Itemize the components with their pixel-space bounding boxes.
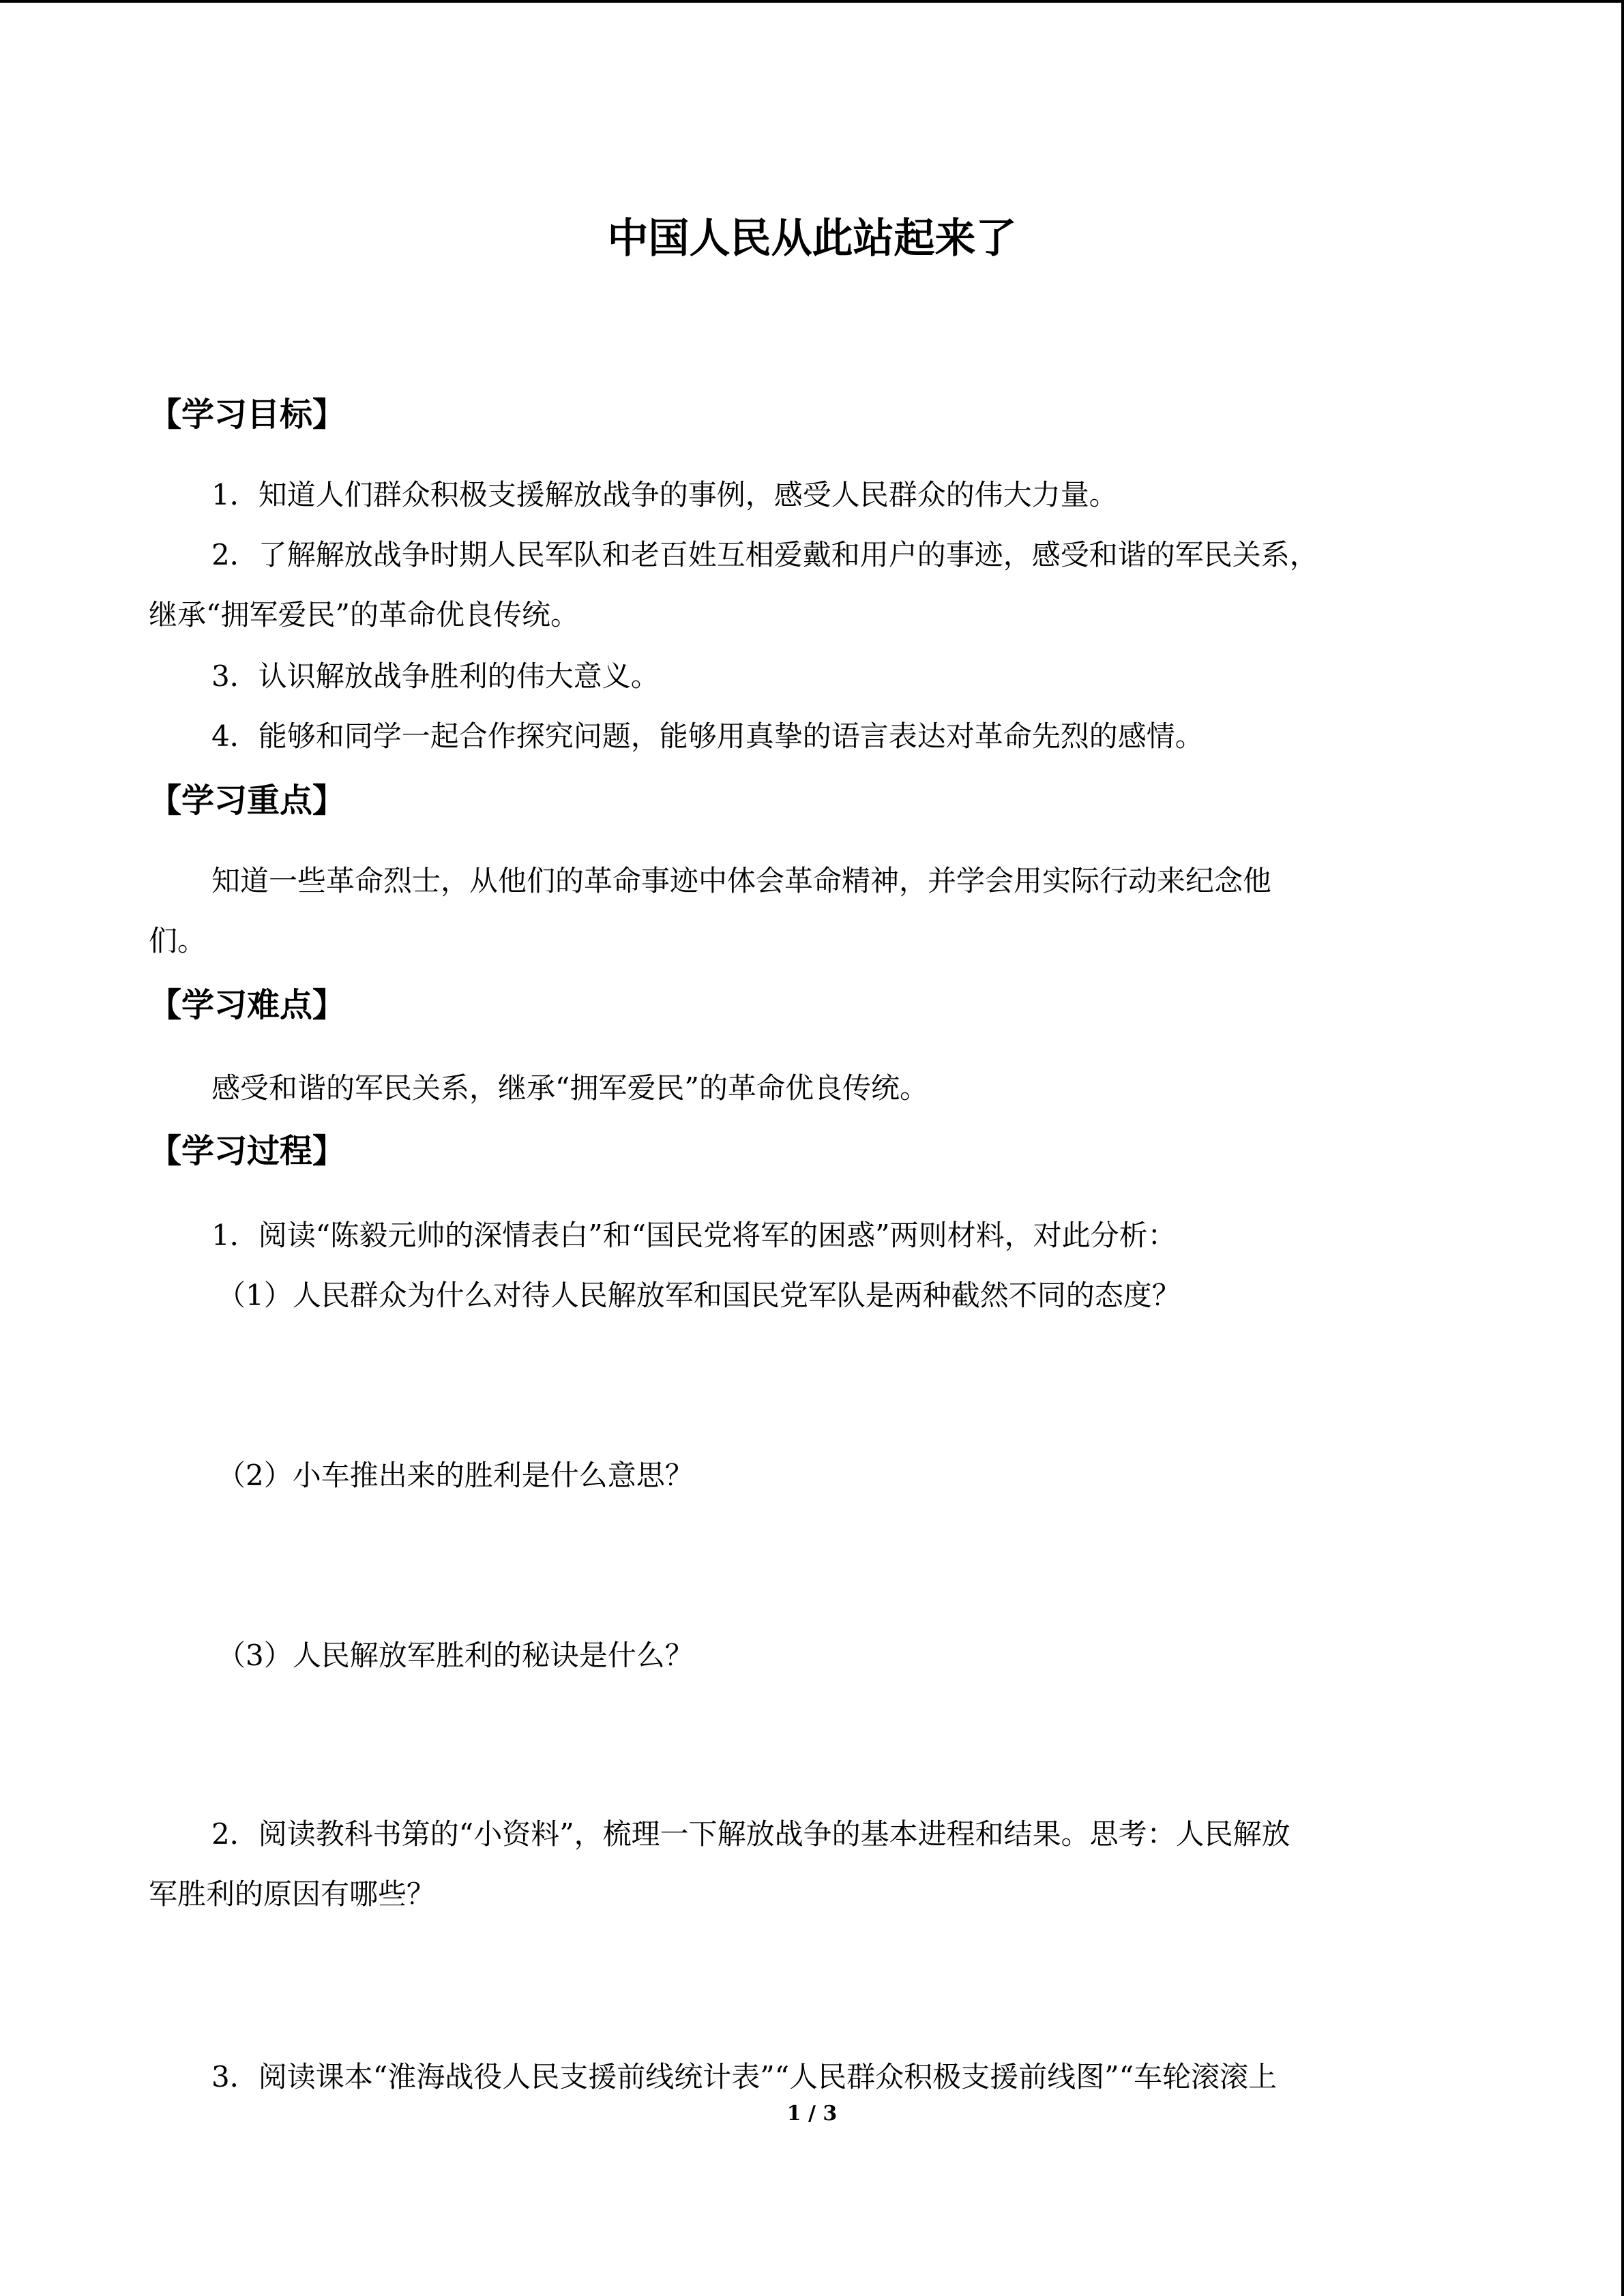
heading-goals: 【学习目标】 bbox=[149, 396, 346, 434]
goal-item-2-cont: 继承“拥军爱民”的革命优良传统。 bbox=[149, 598, 579, 631]
process-item-1: 1．阅读“陈毅元帅的深情表白”和“国民党将军的困惑”两则材料，对此分析： bbox=[211, 1219, 1177, 1252]
process-item-2-cont: 军胜利的原因有哪些？ bbox=[149, 1877, 436, 1911]
process-item-2: 2．阅读教科书第的“小资料”，梳理一下解放战争的基本进程和结果。思考：人民解放 bbox=[211, 1817, 1290, 1851]
page-number: 1 / 3 bbox=[786, 2102, 838, 2126]
heading-keypoints: 【学习重点】 bbox=[149, 781, 346, 820]
heading-process: 【学习过程】 bbox=[149, 1132, 346, 1170]
goal-item-3: 3．认识解放战争胜利的伟大意义。 bbox=[211, 659, 660, 693]
keypoints-line-2: 们。 bbox=[149, 924, 207, 957]
page-title: 中国人民从此站起来了 bbox=[607, 215, 1017, 263]
keypoints-line-1: 知道一些革命烈士，从他们的革命事迹中体会革命精神，并学会用实际行动来纪念他 bbox=[211, 864, 1272, 897]
page-border-top bbox=[0, 0, 1624, 3]
process-sub-1: （1）人民群众为什么对待人民解放军和国民党军队是两种截然不同的态度？ bbox=[217, 1279, 1181, 1312]
process-sub-2: （2）小车推出来的胜利是什么意思？ bbox=[217, 1459, 694, 1492]
page-border-right bbox=[1621, 0, 1624, 2296]
process-item-3: 3．阅读课本“淮海战役人民支援前线统计表”“人民群众积极支援前线图”“车轮滚滚上 bbox=[211, 2060, 1278, 2093]
goal-item-1: 1．知道人们群众积极支援解放战争的事例，感受人民群众的伟大力量。 bbox=[211, 478, 1118, 511]
process-sub-3: （3）人民解放军胜利的秘诀是什么？ bbox=[217, 1639, 694, 1672]
goal-item-4: 4．能够和同学一起合作探究问题，能够用真挚的语言表达对革命先烈的感情。 bbox=[211, 719, 1204, 753]
heading-difficulties: 【学习难点】 bbox=[149, 986, 346, 1024]
difficulties-line-1: 感受和谐的军民关系，继承“拥军爱民”的革命优良传统。 bbox=[211, 1071, 928, 1105]
goal-item-2: 2．了解解放战争时期人民军队和老百姓互相爱戴和用户的事迹，感受和谐的军民关系， bbox=[211, 538, 1318, 571]
